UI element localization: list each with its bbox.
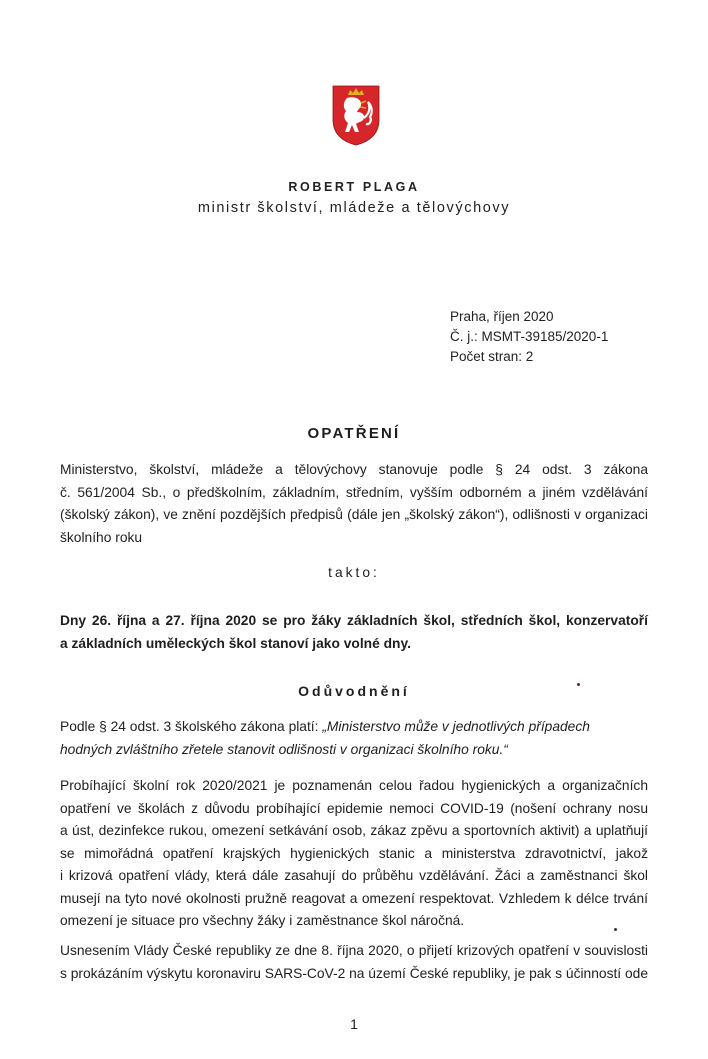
scan-speck — [614, 928, 617, 931]
law-quote-paragraph — [60, 716, 648, 761]
intro-line: č. 561/2004 Sb., o předškolním, základním, středním, vyšším odborném a jiném vzdělávání — [60, 484, 648, 500]
intro-line: školního roku — [60, 529, 143, 545]
page-count: Počet stran: 2 — [450, 349, 534, 364]
intro-line: Ministerstvo, školství, mládeže a tělovýchovy stanovuje podle § 24 odst. 3 zákona — [60, 462, 648, 477]
context-paragraph — [60, 775, 648, 933]
decision-paragraph — [60, 610, 648, 655]
context-line: i krizová opatření vlády, která dále zasahují do průběhu vzdělávání. Žáci a zaměstnanci škol — [60, 868, 648, 883]
intro-line: (školský zákon), ve znění pozdějších předpisů (dále jen „školský zákon“), odlišnosti v organizaci — [60, 507, 648, 522]
czech-lion-coat-of-arms-icon — [331, 80, 381, 146]
scan-speck — [577, 683, 580, 686]
context-line: Probíhající školní rok 2020/2021 je poznamenán celou řadou hygienických a organizačních — [60, 778, 648, 793]
government-line: s prokázáním výskytu koronaviru SARS-CoV-2 na území České republiky, je pak s účinností ode — [60, 965, 648, 981]
intro-paragraph — [60, 459, 648, 549]
context-line: a úst, dezinfekce rukou, omezení setkávání osob, zákaz zpěvu a sportovních aktivit) a uplatňují — [60, 823, 648, 838]
context-line: omezení je situace pro všechny žáky i zaměstnance škol náročná. — [60, 913, 465, 928]
author-role: ministr školství, mládeže a tělovýchovy — [197, 200, 511, 216]
reference-number: Č. j.: MSMT-39185/2020-1 — [450, 329, 609, 344]
law-quote-prefix: Podle § 24 odst. 3 školského zákona platí: — [60, 719, 323, 734]
government-line: Usnesením Vlády České republiky ze dne 8. října 2020, o přijetí krizových opatření v souvislosti — [60, 943, 648, 958]
context-line: se mimořádná opatření krajských hygienických stanic a ministerstva zdravotnictví, jakož — [60, 845, 648, 861]
place-date: Praha, říjen 2020 — [450, 309, 554, 324]
page-number: 1 — [350, 1016, 358, 1032]
author-name: ROBERT PLAGA — [288, 180, 420, 194]
document-meta — [450, 307, 608, 367]
decision-line: Dny 26. října a 27. října 2020 se pro žáky základních škol, středních škol, konzervatoří — [60, 613, 648, 628]
decision-line: a základních uměleckých škol stanoví jako volné dny. — [60, 635, 411, 651]
reasoning-heading: Odůvodnění — [298, 683, 410, 699]
government-paragraph — [60, 940, 648, 985]
context-line: opatření ve školách z důvodu probíhající epidemie nemoci COVID-19 (nošení ochrany nosu — [60, 800, 648, 816]
law-quote-text: hodných zvláštního zřetele stanovit odlišnosti v organizaci školního roku.“ — [60, 741, 508, 757]
document-title: OPATŘENÍ — [307, 425, 401, 442]
context-line: musejí na tyto nové okolnosti pružně reagovat a omezení respektovat. Vzhledem k délce trvání — [60, 890, 648, 906]
law-quote-line — [60, 716, 648, 739]
law-quote-text: „Ministerstvo může v jednotlivých případech — [322, 719, 590, 734]
takto-label: takto: — [328, 565, 380, 580]
